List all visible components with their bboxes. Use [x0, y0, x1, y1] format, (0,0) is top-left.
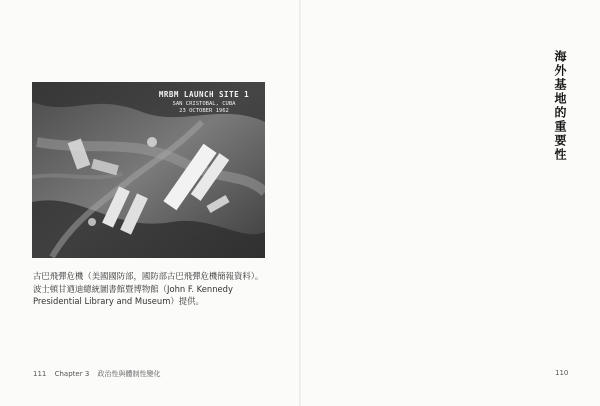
- photo-label-title: MRBM LAUNCH SITE 1: [158, 90, 250, 99]
- photo-label-location: SAN CRISTOBAL, CUBA: [172, 101, 236, 107]
- left-page-footer: [33, 369, 167, 379]
- photo-caption: 古巴飛彈危機（美國國防部，國防部古巴飛彈危機簡報資料）。波士頓甘迺迪總統圖書館暨博物館（John F. Kennedy Presidential Library and Museum）提供。: [33, 271, 264, 306]
- left-chapter-title: 政治性與體制性變化: [97, 370, 161, 378]
- photo-label-date: 23 OCTOBER 1962: [179, 108, 229, 114]
- photo-label: [150, 90, 258, 114]
- aerial-reconnaissance-photo: [32, 82, 265, 258]
- page-gutter: [299, 0, 301, 406]
- left-page-number: 111: [33, 370, 47, 378]
- right-page-number: 110: [555, 369, 569, 377]
- section-heading: 海外基地的重要性: [553, 50, 567, 162]
- left-chapter-label: Chapter 3: [54, 370, 90, 378]
